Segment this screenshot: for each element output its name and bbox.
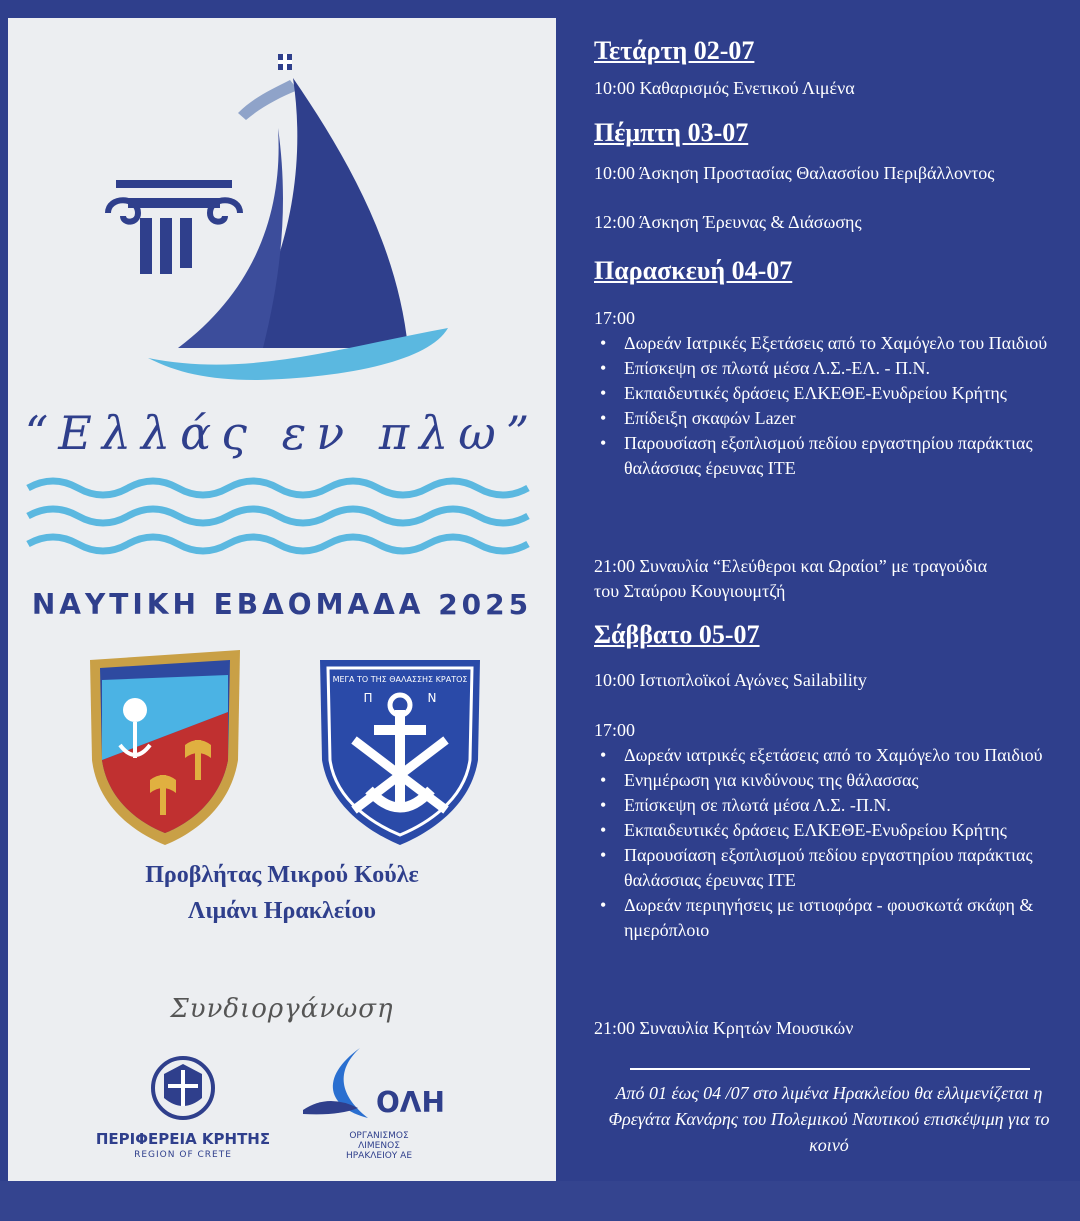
- port-authority-name: [304, 1131, 454, 1161]
- day-heading-friday: Παρασκευή 04-07: [594, 256, 793, 285]
- list-item: • Επίσκεψη σε πλωτά μέσα Λ.Σ. -Π.Ν.: [624, 793, 1064, 818]
- schedule-item: 10:00 Άσκηση Προστασίας Θαλασσίου Περιβάλλοντος: [594, 163, 995, 183]
- port-authority-name-line-2: ΛΙΜΕΝΟΣ: [358, 1141, 400, 1151]
- ionic-column-icon: [108, 180, 240, 274]
- port-authority-logo-icon: [298, 1048, 388, 1128]
- list-item: • Παρουσίαση εξοπλισμού πεδίου εργαστηρίου παράκτιας θαλάσσιας έρευνας ΙΤΕ: [624, 431, 1064, 481]
- region-of-crete-label: ΠΕΡΙΦΕΡΕΙΑ ΚΡΗΤΗΣ: [95, 1130, 271, 1148]
- schedule-time: 17:00: [594, 308, 636, 328]
- friday-activities-list: [624, 331, 1064, 481]
- navy-motto: ΜΕΓΑ ΤΟ ΤΗΣ ΘΑΛΑΣΣΗΣ ΚΡΑΤΟΣ: [332, 675, 468, 684]
- sailboat-logo: [8, 18, 556, 578]
- port-authority-name-line-1: ΟΡΓΑΝΙΣΜΟΣ: [349, 1131, 409, 1141]
- list-item: • Δωρεάν περιηγήσεις με ιστιοφόρα - φουσκωτά σκάφη & ημερόπλοιο: [624, 893, 1064, 943]
- navy-letter-n: Ν: [427, 691, 437, 705]
- list-item: • Εκπαιδευτικές δράσεις ΕΛΚΕΘΕ-Ενυδρείου Κρήτης: [624, 818, 1064, 843]
- event-week-title: ΝΑΥΤΙΚΗ ΕΒΔΟΜΑΔΑ 2025: [31, 588, 533, 621]
- jib-sail-icon: [178, 128, 283, 348]
- schedule-item: 10:00 Ιστιοπλοϊκοί Αγώνες Sailability: [594, 670, 867, 690]
- list-item: • Ενημέρωση για κινδύνους της θάλασσας: [624, 768, 1064, 793]
- list-item: • Εκπαιδευτικές δράσεις ΕΛΚΕΘΕ-Ενυδρείου Κρήτης: [624, 381, 1064, 406]
- greek-flag-icon: [238, 54, 298, 120]
- day-heading-thursday: Πέμπτη 03-07: [594, 118, 749, 147]
- list-item: • Επίδειξη σκαφών Lazer: [624, 406, 1064, 431]
- list-item: • Δωρεάν Ιατρικές Εξετάσεις από το Χαμόγελο του Παιδιού: [624, 331, 1064, 356]
- coorganization-label: Συνδιοργάνωση: [170, 994, 394, 1024]
- navy-letter-p: Π: [363, 691, 373, 705]
- navy-emblem-icon: [314, 650, 486, 850]
- port-authority-name-line-3: ΗΡΑΚΛΕΙΟΥ ΑΕ: [345, 1151, 413, 1161]
- bottom-band: [0, 1181, 1080, 1221]
- schedule-item: 10:00 Καθαρισμός Ενετικού Λιμένα: [594, 78, 855, 98]
- port-authority-acronym: ΟΛΗ: [376, 1086, 445, 1119]
- schedule-item: 21:00 Συναυλία “Ελεύθεροι και Ωραίοι” με τραγούδια: [594, 556, 988, 576]
- day-heading-saturday: Σάββατο 05-07: [594, 620, 760, 649]
- divider: [630, 1068, 1030, 1070]
- coast-guard-emblem-icon: [80, 640, 250, 850]
- day-heading-wednesday: Τετάρτη 02-07: [594, 36, 755, 65]
- venue-line-1: Προβλήτας Μικρού Κούλε: [145, 862, 419, 888]
- region-of-crete-sub: REGION OF CRETE: [134, 1150, 232, 1160]
- sea-waves-icon: [28, 481, 528, 551]
- schedule-time: 17:00: [594, 720, 636, 740]
- schedule-item: 21:00 Συναυλία Κρητών Μουσικών: [594, 1018, 854, 1038]
- schedule-item: 12:00 Άσκηση Έρευνας & Διάσωσης: [594, 212, 862, 232]
- slogan-title: “Ελλάς εν πλω”: [24, 406, 540, 460]
- saturday-activities-list: [624, 743, 1064, 943]
- frigate-notice: Από 01 έως 04 /07 στο λιμένα Ηρακλείου θα ελλιμενίζεται η Φρεγάτα Κανάρης του Πολεμικού Ναυτικού επισκέψιμη για το κοινό: [608, 1083, 1050, 1155]
- venue-line-2: Λιμάνι Ηρακλείου: [188, 898, 376, 924]
- list-item: • Παρουσίαση εξοπλισμού πεδίου εργαστηρίου παράκτιας θαλάσσιας έρευνας ΙΤΕ: [624, 843, 1064, 893]
- list-item: • Επίσκεψη σε πλωτά μέσα Λ.Σ.-ΕΛ. - Π.Ν.: [624, 356, 1064, 381]
- schedule-item: του Σταύρου Κουγιουμτζή: [594, 581, 786, 601]
- region-of-crete-logo-icon: [150, 1048, 216, 1126]
- list-item: • Δωρεάν ιατρικές εξετάσεις από το Χαμόγελο του Παιδιού: [624, 743, 1064, 768]
- poster-left-panel: [8, 18, 556, 1181]
